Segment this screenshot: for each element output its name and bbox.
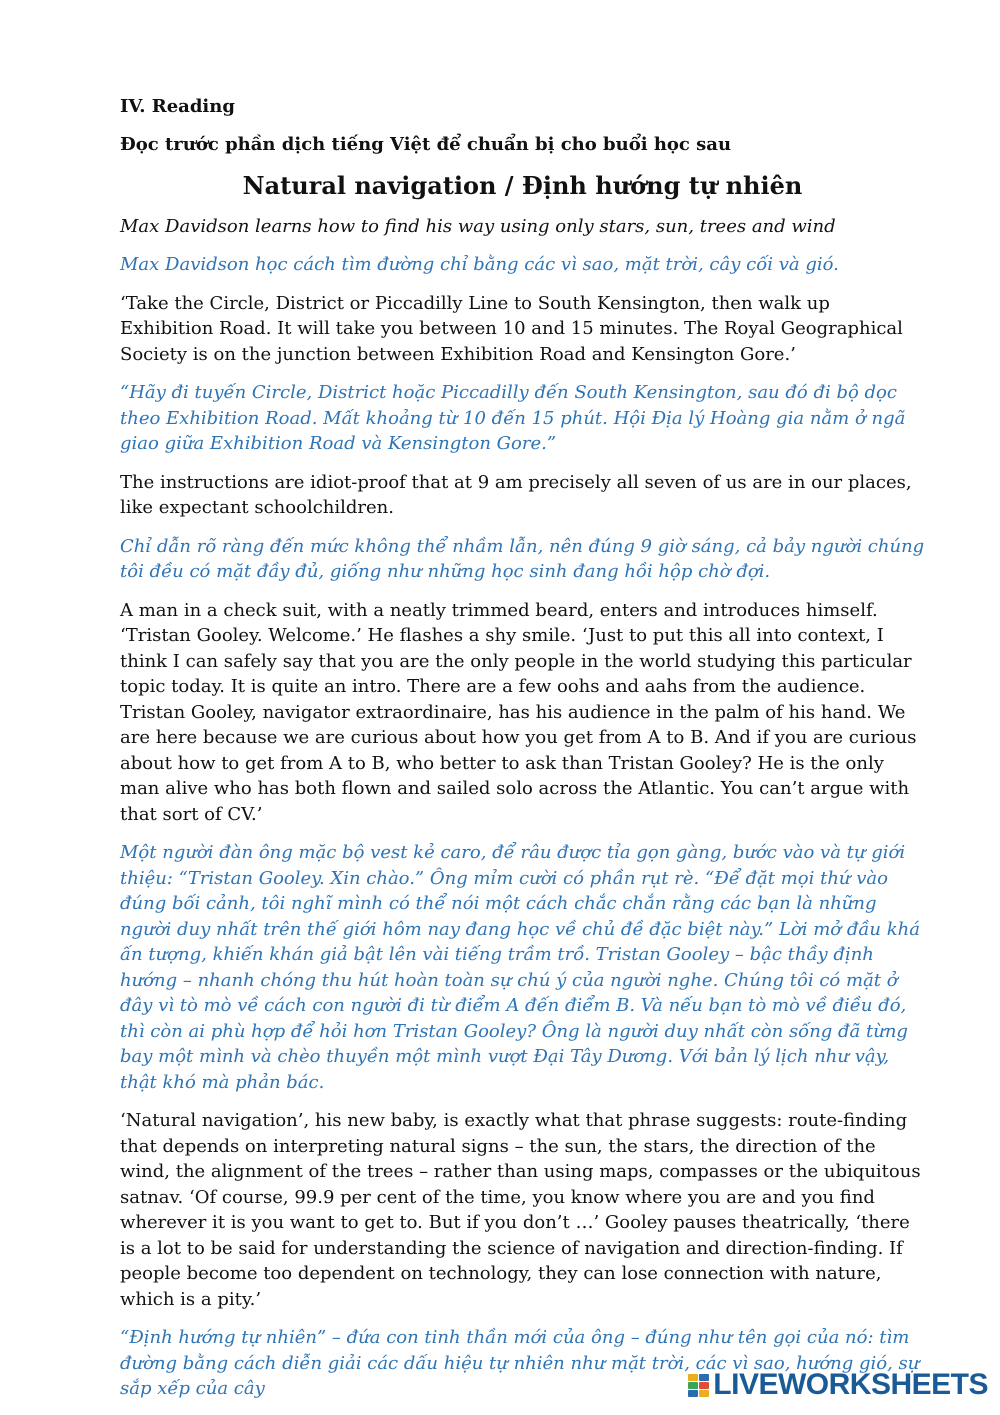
logo-block bbox=[699, 1374, 709, 1381]
liveworksheets-logo bbox=[688, 1368, 988, 1402]
worksheet-page bbox=[120, 94, 925, 1415]
logo-text: LIVEWORKSHEETS bbox=[713, 1368, 988, 1401]
logo-block bbox=[699, 1390, 709, 1397]
section-heading: IV. Reading bbox=[120, 96, 235, 117]
paragraph-vi: Một người đàn ông mặc bộ vest kẻ caro, để râu được tỉa gọn gàng, bước vào và tự giới thiệu: “Tristan Gooley. Xin chào.” Ông mỉm cười có phần rụt rè. “Để đặt mọi thứ vào đúng bối cảnh, tôi nghĩ mình có thể nói một cách chắc chắn rằng các bạn là những người duy nhất trên thế giới hôm nay đang học về chủ đề đặc biệt này.” Lời mở đầu khá ấn tượng, khiến khán giả bật lên vài tiếng trầm trồ. Tristan Gooley – bậc thầy định hướng – nhanh chóng thu hút hoàn toàn sự chú ý của người nghe. Chúng tôi có mặt ở đây vì tò mò về cách con người đi từ điểm A đến điểm B. Và nếu bạn tò mò về điều đó, thì còn ai phù hợp để hỏi hơn Tristan Gooley? Ông là người duy nhất còn sống đã từng bay một mình và chèo thuyền một mình vượt Đại Tây Dương. Với bản lý lịch như vậy, thật khó mà phản bác. bbox=[120, 842, 920, 1093]
logo-block bbox=[688, 1374, 698, 1381]
logo-block bbox=[699, 1382, 709, 1389]
paragraph-vi: Max Davidson học cách tìm đường chỉ bằng các vì sao, mặt trời, cây cối và gió. bbox=[120, 254, 839, 275]
logo-mark-icon bbox=[688, 1374, 709, 1397]
paragraph-en: ‘Natural navigation’, his new baby, is exactly what that phrase suggests: route-finding that depends on interpreting natural signs – the sun, the stars, the direction of the wind, the alignment of the trees – rather than using maps, compasses or the ubiquitous satnav. ‘Of course, 99.9 per cent of the time, you know where you are and you find wherever it is you want to get to. But if you don’t …’ Gooley pauses theatrically, ‘there is a lot to be said for understanding the science of navigation and direction-finding. If people become too dependent on technology, they can lose connection with nature, which is a pity.’ bbox=[120, 1110, 921, 1310]
paragraph-en: A man in a check suit, with a neatly trimmed beard, enters and introduces himself. ‘Tristan Gooley. Welcome.’ He flashes a shy smile. ‘Just to put this all into context, I think I can safely say that you are the only people in the world studying this particular topic today. It is quite an intro. There are a few oohs and aahs from the audience. Tristan Gooley, navigator extraordinaire, has his audience in the palm of his hand. We are here because we are curious about how you get from A to B. And if you are curious about how to get from A to B, who better to ask than Tristan Gooley? He is the only man alive who has both flown and sailed solo across the Atlantic. You can’t argue with that sort of CV.’ bbox=[120, 599, 917, 825]
logo-block bbox=[688, 1382, 698, 1389]
paragraph-vi: “Định hướng tự nhiên” – đứa con tinh thần mới của ông – đúng như tên gọi của nó: tìm đường bằng cách diễn giải các dấu hiệu tự nhiên như mặt trời, các vì sao, hướng gió, sự sắp xếp của cây bbox=[120, 1327, 920, 1399]
paragraph-vi: Chỉ dẫn rõ ràng đến mức không thể nhầm lẫn, nên đúng 9 giờ sáng, cả bảy người chúng tôi đều có mặt đầy đủ, giống như những học sinh đang hồi hộp chờ đợi. bbox=[120, 535, 925, 582]
article-title: Natural navigation / Định hướng tự nhiên bbox=[242, 171, 803, 200]
article-subtitle: Max Davidson learns how to find his way using only stars, sun, trees and wind bbox=[120, 216, 836, 237]
logo-block bbox=[688, 1390, 698, 1397]
paragraph-en: The instructions are idiot-proof that at 9 am precisely all seven of us are in our places, like expectant schoolchildren. bbox=[120, 471, 912, 518]
paragraph-en: ‘Take the Circle, District or Piccadilly Line to South Kensington, then walk up Exhibition Road. It will take you between 10 and 15 minutes. The Royal Geographical Society is on the junction between Exhibition Road and Kensington Gore.’ bbox=[120, 292, 903, 365]
paragraph-vi: “Hãy đi tuyến Circle, District hoặc Piccadilly đến South Kensington, sau đó đi bộ dọc theo Exhibition Road. Mất khoảng từ 10 đến 15 phút. Hội Địa lý Hoàng gia nằm ở ngã giao giữa Exhibition Road và Kensington Gore.” bbox=[120, 382, 906, 454]
instruction-text: Đọc trước phần dịch tiếng Việt để chuẩn bị cho buổi học sau bbox=[120, 134, 732, 155]
